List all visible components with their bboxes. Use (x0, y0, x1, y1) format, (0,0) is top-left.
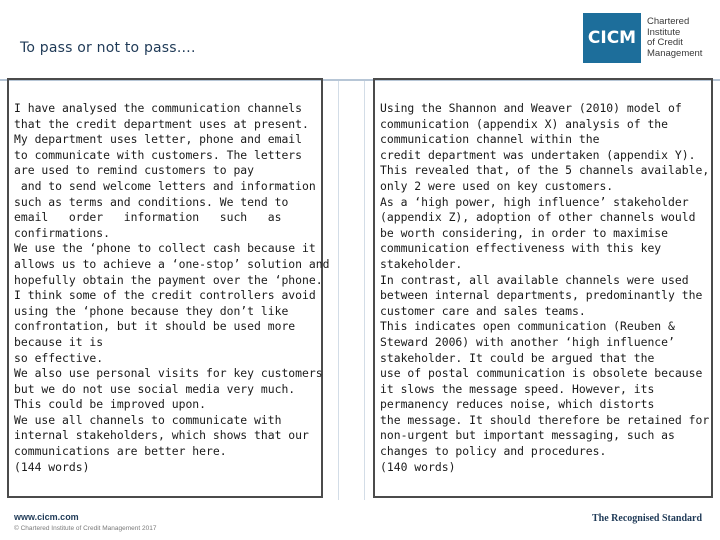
text-line: As a ‘high power, high influence’ stakeholder (380, 194, 689, 209)
text-line: confirmations. (14, 225, 111, 240)
text-line: stakeholder. It could be argued that the (380, 350, 655, 365)
text-line: communication channel within the (380, 132, 600, 147)
left-column-text (14, 101, 330, 475)
text-line: We use all channels to communicate with (14, 412, 282, 427)
text-line: communications are better here. (14, 444, 227, 459)
footer-url: www.cicm.com (14, 512, 79, 522)
text-line: confrontation, but it should be used more (14, 319, 296, 334)
text-line: (appendix Z), adoption of other channels would (380, 210, 696, 225)
column-guide (338, 81, 339, 500)
logo-mark: CICM (583, 13, 641, 63)
text-line: hopefully obtain the payment over the ‘phone. (14, 272, 323, 287)
text-line: Steward 2006) with another ‘high influence’ (380, 334, 675, 349)
text-line: are used to remind customers to pay (14, 163, 255, 178)
text-line: Using the Shannon and Weaver (2010) model of (380, 101, 682, 115)
text-line: allows us to achieve a ‘one-stop’ solution and (14, 256, 330, 271)
text-line: internal stakeholders, which shows that our (14, 428, 309, 443)
text-line: (144 words) (14, 459, 90, 474)
right-column-text (380, 101, 710, 475)
footer-tagline: The Recognised Standard (591, 513, 702, 524)
text-line: I have analysed the communication channels (14, 101, 303, 115)
logo-wordmark (647, 17, 702, 59)
text-line: to communicate with customers. The letters (14, 147, 303, 162)
text-line: We use the ‘phone to collect cash because it (14, 241, 316, 256)
text-line: it slows the message speed. However, its (380, 381, 655, 396)
text-line: communication effectiveness with this key (380, 241, 662, 256)
text-line: because it is (14, 334, 104, 349)
cicm-logo (583, 13, 713, 63)
text-line: We also use personal visits for key customers (14, 366, 323, 381)
text-line: only 2 were used on key customers. (380, 178, 614, 193)
logo-line: Institute (647, 26, 681, 38)
logo-line: Chartered (647, 16, 690, 27)
text-line: non-urgent but important messaging, such as (380, 428, 675, 443)
text-line: This indicates open communication (Reuben & (380, 319, 675, 334)
column-guide (364, 81, 365, 500)
text-line: permanency reduces noise, which distorts (380, 397, 655, 412)
text-line: In contrast, all available channels were used (380, 272, 689, 287)
text-line: that the credit department uses at present. (14, 116, 309, 131)
text-line: email order information such as (14, 210, 282, 225)
text-line: My department uses letter, phone and email (14, 132, 303, 147)
text-line: I think some of the credit controllers avoid (14, 288, 316, 303)
slide-title: To pass or not to pass…. (20, 40, 196, 56)
text-line: communication (appendix X) analysis of the (380, 116, 669, 131)
text-line: but we do not use social media very much. (14, 381, 296, 396)
footer-copyright: © Chartered Institute of Credit Management 2017 (14, 525, 157, 532)
text-line: between internal departments, predominantly the (380, 288, 703, 303)
text-line: This could be improved upon. (14, 397, 207, 412)
text-line: (140 words) (380, 459, 456, 474)
logo-line: Management (647, 47, 703, 59)
text-line: use of postal communication is obsolete because (380, 366, 703, 381)
text-line: so effective. (14, 350, 104, 365)
text-line: such as terms and conditions. We tend to (14, 194, 289, 209)
logo-line: of Credit (647, 37, 683, 48)
text-line: customer care and sales teams. (380, 303, 586, 318)
text-line: using the ‘phone because they don’t like (14, 303, 289, 318)
text-line: This revealed that, of the 5 channels available, (380, 163, 710, 178)
text-line: and to send welcome letters and information (14, 178, 316, 193)
text-line: stakeholder. (380, 256, 463, 271)
text-line: changes to policy and procedures. (380, 444, 607, 459)
text-line: the message. It should therefore be retained for (380, 412, 710, 427)
text-line: credit department was undertaken (appendix Y). (380, 147, 696, 162)
text-line: be worth considering, in order to maximise (380, 225, 669, 240)
